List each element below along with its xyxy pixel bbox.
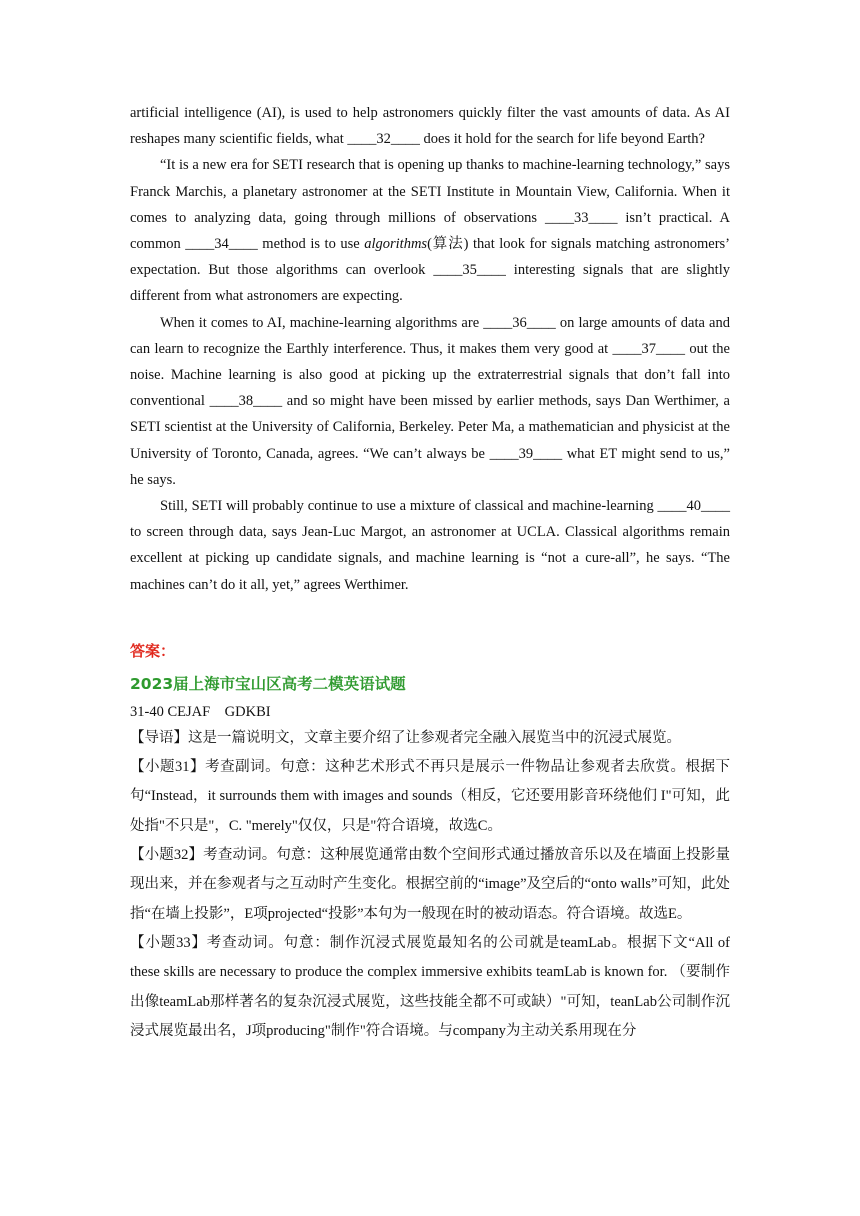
answer-key: 31-40 CEJAF GDKBI xyxy=(130,703,271,720)
explanation-q31: 【小题31】考查副词。句意：这种艺术形式不再只是展示一件物品让参观者去欣赏。根据下句“Instead，it surrounds them with images and sounds（相反，它还要用影音环绕他们 I"可知，此处指"不只是"，C. "merely"仅仅，只是"符合语境，故选C。 xyxy=(130,759,730,834)
answer-heading: 答案： xyxy=(130,641,176,660)
passage-paragraph-4: Still, SETI will probably continue to use a mixture of classical and machine-learning ____40____ to screen through data, says Jean-Luc Margot, an astronomer at UCLA. Classical algorithms remain excellent at picking up candidate signals, and machine learning is “not a cure-all”, he says. “The machines can’t do it all, yet,” agrees Werthimer. xyxy=(130,498,730,593)
passage-paragraph-2-text-a: “It is a new era for SETI research that is opening up thanks to machine-learning technology,” says Franck Marchis, a planetary astronomer at the SETI Institute in Mountain View, California. When it comes to analyzing data, going through millions of observations ____33____ isn’t practical. A common ____34____ method is to use xyxy=(130,157,730,253)
italic-term-algorithms: algorithms xyxy=(364,236,428,253)
exam-title: 2023届上海市宝山区高考二模英语试题 xyxy=(130,674,406,693)
passage-paragraph-3: When it comes to AI, machine-learning algorithms are ____36____ on large amounts of data and can learn to recognize the Earthly interference. Thus, it makes them very good at ____37____ out the noise. Machine learning is also good at picking up the extraterrestrial signals that don’t fall into conventional ____38____ and so might have been missed by earlier methods, says Dan Werthimer, a SETI scientist at the University of California, Berkeley. Peter Ma, a mathematician and physicist at the University of Toronto, Canada, agrees. “We can’t always be ____39____ what ET might send to us,” he says. xyxy=(130,314,730,488)
document-page xyxy=(130,100,730,1046)
passage-paragraph-2-text-b: (算法) that look for signals matching astronomers’ expectation. But those algorithms can overlook ____35____ interesting signals that are slightly different from what astronomers are expecting. xyxy=(130,236,730,305)
explanation-intro: 【导语】这是一篇说明文，文章主要介绍了让参观者完全融入展览当中的沉浸式展览。 xyxy=(130,729,681,746)
passage-paragraph-1: artificial intelligence (AI), is used to help astronomers quickly filter the vast amounts of data. As AI reshapes many scientific fields, what ____32____ does it hold for the search for life beyond Earth? xyxy=(130,105,730,148)
explanation-q33: 【小题33】考查动词。句意：制作沉浸式展览最知名的公司就是teamLab。根据下文“All of these skills are necessary to produce the complex immersive exhibits teamLab is known for. （要制作出像teamLab那样著名的复杂沉浸式展览，这些技能全都不可或缺）"可知，teanLab公司制作沉浸式展览最出名，J项producing"制作"符合语境。与company为主动关系用现在分 xyxy=(130,934,730,1039)
passage-paragraph-2 xyxy=(130,152,730,309)
explanation-q32: 【小题32】考查动词。句意：这种展览通常由数个空间形式通过播放音乐以及在墙面上投影量现出来，并在参观者与之互动时产生变化。根据空前的“image”及空后的“onto walls”可知，此处指“在墙上投影”，E项projected“投影”本句为一般现在时的被动语态。符合语境。故选E。 xyxy=(130,847,730,922)
